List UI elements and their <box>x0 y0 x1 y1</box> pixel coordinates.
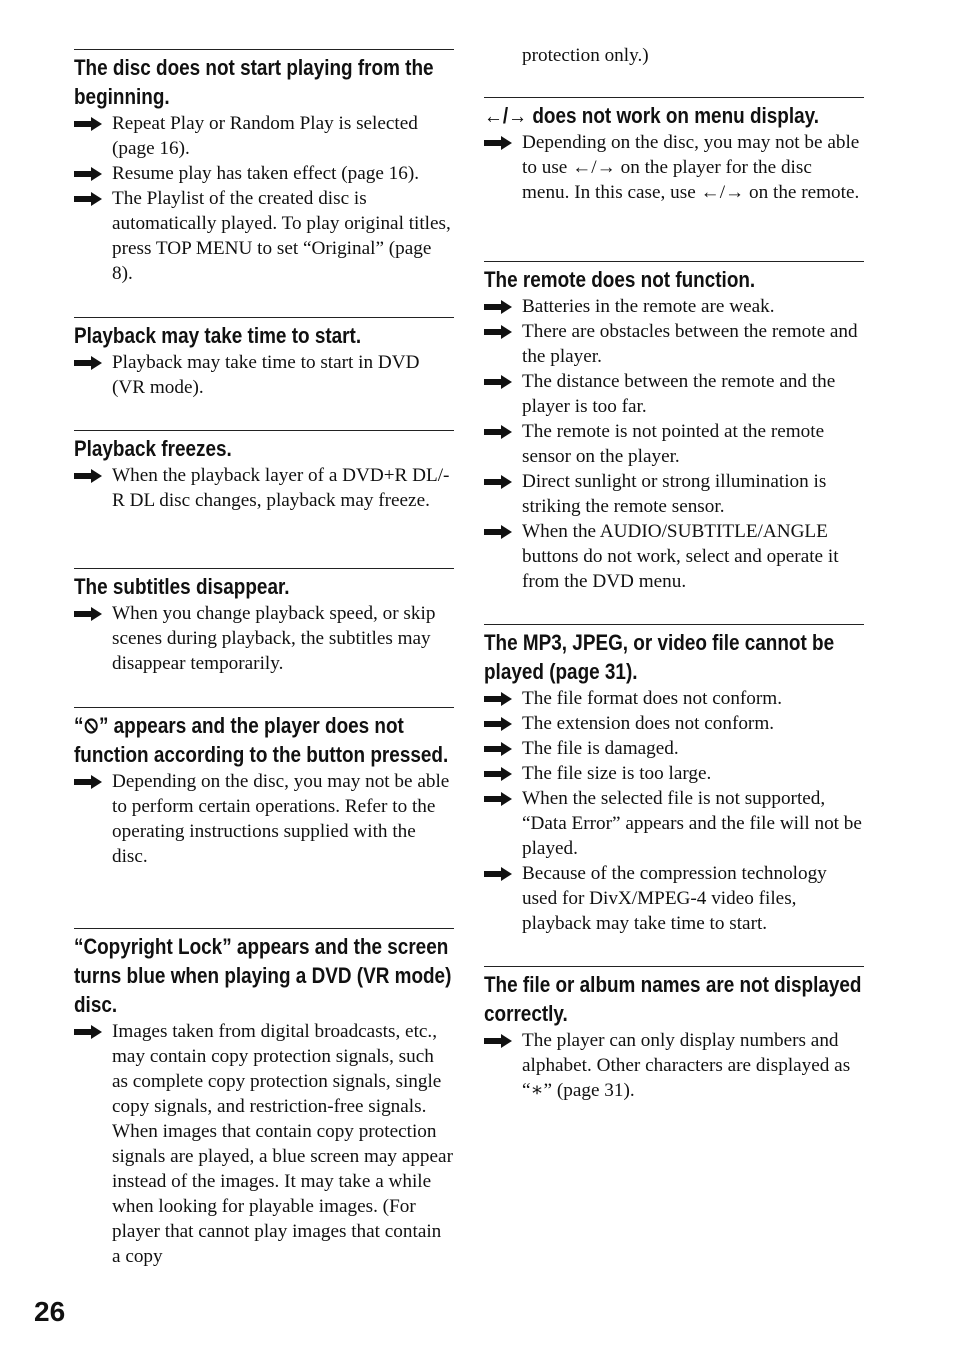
list-item <box>484 736 864 761</box>
arrow-right-icon <box>484 717 512 731</box>
section-heading: The remote does not function. <box>484 267 756 292</box>
item-text: Resume play has taken effect (page 16). <box>112 163 420 184</box>
item-text: Images taken from digital broadcasts, etc., may contain copy protection signals, such as complete copy protection signals, single copy signals, and restriction-free signals. When images that contain copy protection signals are played, a blue screen may appear instead of the images. It may take a while when looking for playable images. (For player that cannot play images that contain a copy <box>112 1021 453 1267</box>
item-list <box>74 1019 454 1269</box>
section-heading <box>74 711 454 769</box>
section-prohibited-symbol <box>74 707 454 869</box>
section-copyright-lock <box>74 928 454 1269</box>
list-item <box>74 601 454 676</box>
item-list <box>484 1028 864 1103</box>
list-item <box>484 369 864 419</box>
list-item <box>74 186 454 286</box>
item-text: Because of the compression technology used for DivX/MPEG-4 video files, playback may take time to start. <box>522 863 827 934</box>
list-item <box>484 469 864 519</box>
section-heading: ←/→ does not work on menu display. <box>484 103 819 128</box>
arrow-right-icon <box>484 375 512 389</box>
list-item <box>484 711 864 736</box>
item-text: Repeat Play or Random Play is selected (page 16). <box>112 113 418 159</box>
item-text: When the AUDIO/SUBTITLE/ANGLE buttons do not work, select and operate it from the DVD menu. <box>522 521 839 592</box>
arrow-right-icon <box>484 325 512 339</box>
item-list <box>484 130 864 205</box>
item-text: The extension does not conform. <box>522 713 775 734</box>
arrow-right-icon <box>484 742 512 756</box>
prohibited-icon <box>83 717 98 735</box>
section-heading: The disc does not start playing from the beginning. <box>74 55 434 109</box>
section-heading: The MP3, JPEG, or video file cannot be played (page 31). <box>484 630 835 684</box>
list-item <box>484 130 864 205</box>
list-item <box>484 861 864 936</box>
section-remote-not-function <box>484 261 864 594</box>
item-text: When the selected file is not supported, “Data Error” appears and the file will not be played. <box>522 788 862 859</box>
continued-text: protection only.) <box>522 45 649 66</box>
page-number: 26 <box>34 1296 66 1327</box>
item-text: The file is damaged. <box>522 738 679 759</box>
list-item <box>484 294 864 319</box>
arrow-right-icon <box>74 356 102 370</box>
item-text: There are obstacles between the remote and the player. <box>522 321 858 367</box>
section-playback-time <box>74 317 454 400</box>
list-item <box>74 769 454 869</box>
section-heading: “Copyright Lock” appears and the screen turns blue when playing a DVD (VR mode) disc. <box>74 934 452 1017</box>
section-disc-not-start <box>74 49 454 286</box>
arrow-right-icon <box>484 475 512 489</box>
list-item <box>484 419 864 469</box>
list-item <box>484 519 864 594</box>
arrow-right-icon <box>484 767 512 781</box>
section-heading: The subtitles disappear. <box>74 574 290 599</box>
item-text: Batteries in the remote are weak. <box>522 296 775 317</box>
list-item <box>484 1028 864 1103</box>
list-item <box>484 319 864 369</box>
item-list <box>74 111 454 286</box>
arrow-right-icon <box>74 775 102 789</box>
list-item <box>74 463 454 513</box>
item-list <box>484 294 864 594</box>
arrow-right-icon <box>74 167 102 181</box>
item-text: The remote is not pointed at the remote sensor on the player. <box>522 421 825 467</box>
list-item <box>74 1019 454 1269</box>
section-heading: The file or album names are not displayed correctly. <box>484 972 862 1026</box>
item-list <box>74 769 454 869</box>
section-file-cannot-play <box>484 624 864 936</box>
list-item <box>74 161 454 186</box>
arrow-right-icon <box>74 1025 102 1039</box>
arrow-right-icon <box>74 117 102 131</box>
arrow-right-icon <box>484 792 512 806</box>
heading-text: ” appears and the player does not function according to the button pressed. <box>74 713 449 767</box>
arrow-right-icon <box>484 425 512 439</box>
list-item <box>484 761 864 786</box>
arrow-right-icon <box>484 1034 512 1048</box>
list-item <box>484 686 864 711</box>
item-text: The file size is too large. <box>522 763 712 784</box>
arrow-right-icon <box>484 692 512 706</box>
item-text: The player can only display numbers and alphabet. Other characters are displayed as “∗” (page 31). <box>522 1030 851 1101</box>
list-item <box>74 350 454 400</box>
heading-quote-open: “ <box>74 713 84 738</box>
arrow-right-icon <box>484 525 512 539</box>
item-text: When you change playback speed, or skip scenes during playback, the subtitles may disappear temporarily. <box>112 603 436 674</box>
arrow-right-icon <box>484 300 512 314</box>
item-list <box>74 463 454 513</box>
item-text: The Playlist of the created disc is automatically played. To play original titles, press TOP MENU to set “Original” (page 8). <box>112 188 451 284</box>
item-text: Direct sunlight or strong illumination is striking the remote sensor. <box>522 471 827 517</box>
list-item <box>74 111 454 161</box>
arrow-right-icon <box>484 136 512 150</box>
section-subtitles-disappear <box>74 568 454 676</box>
item-text: The distance between the remote and the player is too far. <box>522 371 836 417</box>
section-heading: Playback may take time to start. <box>74 323 362 348</box>
item-text: Depending on the disc, you may not be able to perform certain operations. Refer to the operating instructions supplied with the disc. <box>112 771 450 867</box>
item-text: The file format does not conform. <box>522 688 783 709</box>
section-playback-freezes <box>74 430 454 513</box>
item-list <box>74 601 454 676</box>
item-text: Playback may take time to start in DVD (VR mode). <box>112 352 420 398</box>
item-text: When the playback layer of a DVD+R DL/-R DL disc changes, playback may freeze. <box>112 465 450 511</box>
arrow-right-icon <box>74 192 102 206</box>
arrow-right-icon <box>484 867 512 881</box>
item-list <box>484 686 864 936</box>
list-item <box>484 786 864 861</box>
section-arrows-menu <box>484 97 864 205</box>
arrow-right-icon <box>74 607 102 621</box>
section-names-not-displayed <box>484 966 864 1103</box>
arrow-right-icon <box>74 469 102 483</box>
item-text: Depending on the disc, you may not be able to use ←/→ on the player for the disc menu. In this case, use ←/→ on the remote. <box>522 132 860 203</box>
item-list <box>74 350 454 400</box>
section-heading: Playback freezes. <box>74 436 232 461</box>
